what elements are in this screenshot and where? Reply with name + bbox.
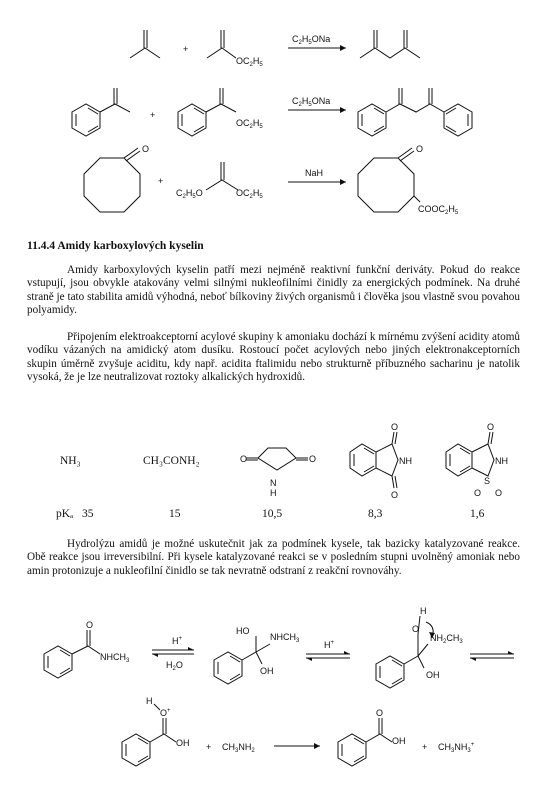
equilibrium-arrow-1 bbox=[152, 647, 194, 657]
ethyl-acetate-structure bbox=[207, 30, 236, 58]
tetrahedral-intermediate-1 bbox=[214, 636, 270, 684]
n-methylbenzamide-structure bbox=[44, 630, 100, 678]
pka-label: pKₐ bbox=[56, 508, 74, 520]
ester-group-label: $OC_2H_5$ bbox=[236, 118, 263, 130]
oxygen-label: O bbox=[240, 454, 248, 464]
reagent-label: NaH bbox=[305, 168, 324, 178]
oxygen-label: O bbox=[391, 490, 399, 500]
amide-group-label: $NHCH_3$ bbox=[100, 652, 130, 664]
pka-value-phthalimide: 8,3 bbox=[368, 508, 383, 520]
arrow-head bbox=[340, 107, 346, 113]
nh-h-label: H bbox=[270, 488, 277, 498]
reagent-label: $C_2H_5ONa$ bbox=[292, 96, 331, 108]
pka-value-saccharin: 1,6 bbox=[470, 508, 485, 520]
nhch3-label: $NHCH_3$ bbox=[270, 632, 300, 644]
o-label: O bbox=[412, 624, 420, 634]
oxygen-label: O bbox=[474, 488, 482, 498]
h-label: H bbox=[146, 696, 153, 706]
paragraph-3: Hydrolýzu amidů je možné uskutečnit jak za podmínek kysele, tak bazicky katalyzované reakce. Obě reakce jsou irreversibilní. Při kysele katalyzované reakci se v posledním stupni uvolněný amoniak nebo amin protonizuje a nukleofilní činidlo se tak nevratně odstraní z reakční rovnováhy. bbox=[27, 538, 520, 577]
paragraph-2: Připojením elektroakceptorní acylové skupiny k amoniaku dochází k mírnému zvýšení acidity atomů vodíku vázaných na amidický atom dusíku. Rostoucí počet acylových nebo jiných elektronakceptorních skupin úměrně zvyšuje aciditu, kdy např. acidita ftalimidu nebo strukturně příbuzného sacharinu je natolik vysoká, že je lze neutralizovat roztoky alkalických hydroxidů. bbox=[27, 331, 520, 384]
nh2ch3-label: $NH_2CH_3$ bbox=[430, 633, 463, 645]
plus-sign: + bbox=[422, 742, 428, 752]
acetylacetone-structure bbox=[360, 30, 420, 58]
methylammonium-label: $CH_3NH_3^+$ bbox=[438, 742, 475, 754]
o-label: O bbox=[376, 708, 384, 718]
nh-label: N bbox=[270, 478, 277, 488]
oh-label: OH bbox=[260, 666, 274, 676]
oxygen-label: O bbox=[487, 422, 495, 432]
pka-value-nh3: 35 bbox=[82, 508, 94, 520]
phthalimide-structure bbox=[350, 432, 398, 488]
ethoxy-label-right: $OC_2H_5$ bbox=[236, 188, 263, 200]
dibenzoylmethane-structure bbox=[358, 88, 472, 136]
oh-label: OH bbox=[426, 670, 440, 680]
arrow-proton-label: H+ bbox=[324, 640, 335, 650]
arrow-head bbox=[314, 743, 320, 749]
ethoxy-label-left: $C_2H_5O$ bbox=[176, 188, 203, 200]
ester-group-label: $OC_2H_5$ bbox=[236, 56, 263, 68]
reagent-label: $C_2H_5ONa$ bbox=[292, 34, 331, 46]
compound-acetamide: CH₃CONH₂ bbox=[143, 455, 200, 467]
diethyl-carbonate-structure bbox=[206, 162, 238, 190]
paragraph-1: Amidy karboxylových kyselin patří mezi nejméně reaktivní funkční deriváty. Pokud do reakce vstupují, jsou obvykle atakovány velmi silnými nukleofilními činidly za energických podmínek. Na druhé straně je tato stabilita amidů výhodná, neboť bílkoviny živých organismů i člověka jsou vlastně svou povahou polyamidy. bbox=[27, 264, 520, 317]
arrow-head bbox=[340, 179, 346, 185]
plus-sign: + bbox=[150, 110, 156, 120]
plus-sign: + bbox=[206, 742, 212, 752]
methylamine-label: $CH_3NH_2$ bbox=[222, 742, 255, 754]
oxygen-label: O bbox=[86, 620, 94, 630]
nh-label: NH bbox=[495, 456, 508, 466]
ho-label: HO bbox=[236, 626, 250, 636]
h-label: H bbox=[420, 606, 427, 616]
compound-nh3: NH₃ bbox=[60, 455, 81, 467]
plus-sign: + bbox=[158, 176, 164, 186]
section-heading: 11.4.4 Amidy karboxylových kyselin bbox=[27, 240, 204, 252]
nh-label: NH bbox=[399, 456, 412, 466]
equilibrium-arrow-3 bbox=[470, 651, 514, 661]
oxygen-label: O bbox=[142, 144, 150, 154]
cyclooctanone-structure bbox=[84, 148, 140, 212]
saccharin-structure bbox=[446, 432, 494, 476]
arrow-water-label: $H_2O$ bbox=[166, 660, 183, 672]
product-ester-label: $COOC_2H_5$ bbox=[418, 204, 459, 216]
ethyl-benzoate-structure bbox=[178, 88, 236, 136]
equilibrium-arrow-2 bbox=[306, 651, 350, 661]
succinimide-structure bbox=[246, 448, 308, 470]
pka-value-acetamide: 15 bbox=[169, 508, 181, 520]
oxygen-label: O bbox=[309, 454, 317, 464]
oxygen-label: O bbox=[391, 422, 399, 432]
o-label: O+ bbox=[160, 708, 171, 718]
pka-value-succinimide: 10,5 bbox=[262, 508, 283, 520]
arrow-head bbox=[340, 45, 346, 51]
sulfur-label: S bbox=[484, 476, 491, 486]
oxygen-label: O bbox=[495, 488, 503, 498]
acid-oh-label: OH bbox=[392, 736, 406, 746]
arrow-proton-label: H+ bbox=[172, 636, 183, 646]
oh-label: OH bbox=[176, 738, 190, 748]
acetophenone-structure bbox=[72, 88, 130, 136]
acetone-structure bbox=[130, 30, 160, 58]
plus-sign: + bbox=[183, 44, 189, 54]
benzoic-acid-structure bbox=[338, 718, 392, 766]
oxygen-label: O bbox=[416, 144, 424, 154]
beta-ketoester-structure bbox=[358, 148, 420, 212]
